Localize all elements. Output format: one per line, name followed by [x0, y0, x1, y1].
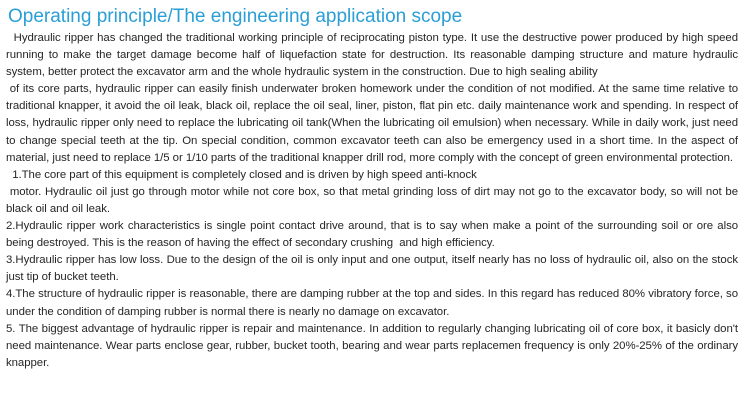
paragraph-point-2: 2.Hydraulic ripper work characteristics is single point contact drive around, that is to say when make a point of the surrounding soil or ore also being destroyed. This is the reason of having the effect of secondary crushing and high efficiency.: [6, 220, 742, 250]
paragraph-point-1: 1.The core part of this equipment is completely closed and is driven by high speed anti-knock: [6, 168, 477, 181]
body-text: [6, 30, 742, 372]
paragraph-point-1-continued: motor. Hydraulic oil just go through motor while not core box, so that metal grinding loss of dirt may not go to the excavator body, so will not be black oil and oil leak.: [6, 185, 742, 215]
section-title: Operating principle/The engineering application scope: [8, 6, 463, 27]
paragraph-core-parts: of its core parts, hydraulic ripper can easily finish underwater broken homework under the condition of not modified. At the same time relative to traditional knapper, it avoid the oil leak, black oil, replace the oil seal, liner, piston, flat pin etc. daily maintenance work and spending. In respect of loss, hydraulic ripper only need to replace the lubricating oil tank(When the lubricating oil emulsion) when necessary. While in daily work, just need to change special teeth at the tip. On special condition, common excavator teeth can also be emergency used in a short time. In the aspect of material, just need to replace 1/5 or 1/10 parts of the traditional knapper drill rod, more comply with the concept of green environmental protection.: [6, 83, 742, 164]
paragraph-point-5: 5. The biggest advantage of hydraulic ripper is repair and maintenance. In addition to regularly changing lubricating oil of core box, it basicly don't need maintenance. Wear parts enclose gear, rubber, bucket tooth, bearing and wear parts replacemen frequency is only 20%-25% of the ordinary knapper.: [6, 322, 742, 369]
paragraph-point-4: 4.The structure of hydraulic ripper is reasonable, there are damping rubber at the top and sides. In this regard has reduced 80% vibratory force, so under the condition of damping rubber is normal there is nearly no damage on excavator.: [6, 288, 742, 318]
paragraph-point-3: 3.Hydraulic ripper has low loss. Due to the design of the oil is only input and one output, itself nearly has no loss of hydraulic oil, also on the stock just tip of bucket teeth.: [6, 254, 742, 284]
paragraph-intro: Hydraulic ripper has changed the traditional working principle of reciprocating piston type. It use the destructive power produced by high speed running to make the target damage become half of liquefaction state for destruction. Its reasonable damping structure and mature hydraulic system, better protect the excavator arm and the whole hydraulic system in the construction. Due to high sealing ability: [6, 32, 742, 79]
